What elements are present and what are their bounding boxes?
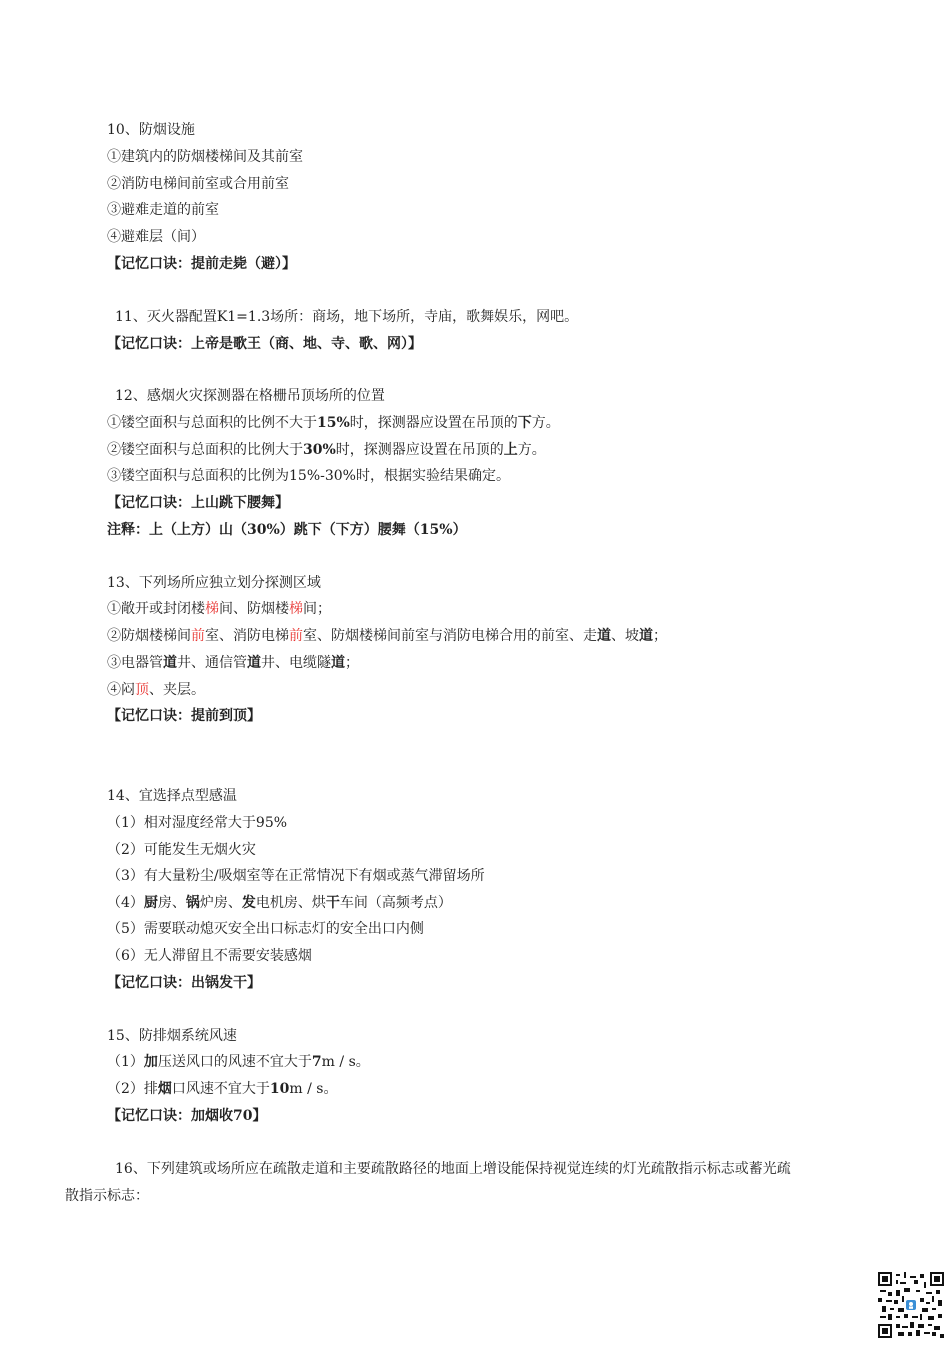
- s14-item-4-d: 锅: [185, 895, 200, 911]
- s13-item-3-e: 井、电缆隧: [261, 655, 331, 671]
- s15-item-1-b: 加: [143, 1054, 158, 1070]
- s14-item-4-c: 房、: [157, 895, 186, 911]
- s13-item-2-c: 室、消防电梯: [205, 628, 289, 644]
- s14-item-4-i: 车间（高频考点）: [339, 895, 452, 911]
- s16-line-1: 16、下列建筑或场所应在疏散走道和主要疏散路径的地面上增设能保持视觉连续的灯光疏散指示标志或蓄光疏: [115, 1161, 791, 1177]
- s12-title: 12、感烟火灾探测器在格栅吊顶场所的位置: [115, 388, 385, 404]
- s12-item-1-a: ①镂空面积与总面积的比例不大于: [107, 415, 317, 431]
- s15-memo: 【记忆口诀：加烟收70】: [107, 1108, 267, 1124]
- s14-item-4-a: （4）: [107, 895, 144, 911]
- s15-item-1-d: 7: [311, 1054, 322, 1070]
- s14-item-4-b: 厨: [143, 895, 158, 911]
- s14-memo: 【记忆口诀：出锅发干】: [107, 975, 261, 991]
- s14-item-4-g: 电机房、烘: [255, 895, 326, 911]
- s15-item-1: [107, 1052, 370, 1072]
- s13-memo: 【记忆口诀：提前到顶】: [107, 708, 261, 724]
- s12-item-1-b: 15%: [317, 415, 350, 431]
- s15-item-2-e: m / s。: [289, 1081, 338, 1097]
- s12-item-1: [107, 413, 560, 433]
- s10-item-4: ④避难层（间）: [107, 229, 205, 245]
- s10-item-2: ②消防电梯间前室或合用前室: [107, 176, 289, 192]
- s12-item-3: ③镂空面积与总面积的比例为15%-30%时，根据实验结果确定。: [107, 468, 510, 484]
- s10-item-1: ①建筑内的防烟楼梯间及其前室: [107, 149, 303, 165]
- s15-item-1-c: 压送风口的风速不宜大于: [157, 1054, 312, 1070]
- s13-item-2-i: ；: [653, 628, 667, 644]
- s13-item-2-a: ②防烟楼梯间: [107, 628, 191, 644]
- s12-item-2-c: 时，探测器应设置在吊顶的: [335, 442, 504, 458]
- s16-line-2: 散指示标志：: [65, 1188, 149, 1204]
- s12-item-1-e: 方。: [531, 415, 560, 431]
- s12-note: 注释：上（上方）山（30%）跳下（下方）腰舞（15%）: [107, 522, 467, 538]
- s12-item-2: [107, 440, 546, 460]
- s14-item-2: （2）可能发生无烟火灾: [107, 842, 256, 858]
- s11-memo: 【记忆口诀：上帝是歌王（商、地、寺、歌、网）】: [107, 336, 422, 352]
- s13-item-3-f: 道: [331, 655, 345, 671]
- s13-item-2-e: 室、防烟楼梯间前室与消防电梯合用的前室、走: [303, 628, 597, 644]
- s13-item-1: [107, 599, 331, 619]
- s13-item-2-d: 前: [289, 628, 303, 644]
- s13-item-3-c: 井、通信管: [177, 655, 247, 671]
- s13-item-4-b: 顶: [135, 682, 149, 698]
- s13-item-2-g: 、坡: [611, 628, 639, 644]
- s13-item-4: [107, 680, 205, 700]
- s14-item-4-f: 发: [241, 895, 256, 911]
- s13-item-3-d: 道: [247, 655, 261, 671]
- s15-item-2-b: 烟: [157, 1081, 172, 1097]
- s10-memo: 【记忆口诀：提前走毙（避）】: [107, 256, 296, 272]
- s12-item-2-d: 上: [503, 442, 518, 458]
- s13-item-4-a: ④闷: [107, 682, 135, 698]
- s14-item-4: [107, 893, 452, 913]
- s13-item-3-a: ③电器管: [107, 655, 163, 671]
- s12-item-2-e: 方。: [517, 442, 546, 458]
- s13-item-2: [107, 626, 667, 646]
- s14-item-6: （6）无人滞留且不需要安装感烟: [107, 948, 312, 964]
- s12-memo: 【记忆口诀：上山跳下腰舞】: [107, 495, 289, 511]
- s12-item-2-b: 30%: [303, 442, 336, 458]
- s10-item-3: ③避难走道的前室: [107, 202, 219, 218]
- s13-item-4-c: 、夹层。: [149, 682, 205, 698]
- s12-item-1-d: 下: [517, 415, 532, 431]
- s13-title: 13、下列场所应独立划分探测区域: [107, 575, 321, 591]
- s13-item-2-b: 前: [191, 628, 205, 644]
- s13-item-1-e: 间；: [303, 601, 331, 617]
- s13-item-1-d: 梯: [289, 601, 303, 617]
- s12-item-2-a: ②镂空面积与总面积的比例大于: [107, 442, 303, 458]
- s14-item-4-e: 炉房、: [199, 895, 242, 911]
- s14-item-5: （5）需要联动熄灭安全出口标志灯的安全出口内侧: [107, 921, 424, 937]
- s14-title: 14、宜选择点型感温: [107, 788, 237, 804]
- s15-item-1-e: m / s。: [321, 1054, 370, 1070]
- s14-item-4-h: 干: [325, 895, 340, 911]
- qr-code-icon: [878, 1272, 944, 1338]
- s11-title: 11、灭火器配置K1=1.3场所：商场，地下场所，寺庙，歌舞娱乐，网吧。: [115, 309, 579, 325]
- s15-item-2: [107, 1079, 337, 1099]
- s15-item-1-a: （1）: [107, 1054, 144, 1070]
- s13-item-3-b: 道: [163, 655, 177, 671]
- s13-item-1-a: ①敞开或封闭楼: [107, 601, 205, 617]
- s13-item-2-h: 道: [639, 628, 653, 644]
- s15-title: 15、防排烟系统风速: [107, 1028, 237, 1044]
- s13-item-1-b: 梯: [205, 601, 219, 617]
- s12-item-1-c: 时，探测器应设置在吊顶的: [349, 415, 518, 431]
- s14-item-1: （1）相对湿度经常大于95%: [107, 815, 288, 831]
- s13-item-3: [107, 653, 359, 673]
- s15-item-2-d: 10: [269, 1081, 290, 1097]
- s10-title: 10、防烟设施: [107, 122, 195, 138]
- s13-item-2-f: 道: [597, 628, 611, 644]
- s14-item-3: （3）有大量粉尘/吸烟室等在正常情况下有烟或蒸气滞留场所: [107, 868, 485, 884]
- s15-item-2-c: 口风速不宜大于: [171, 1081, 270, 1097]
- s13-item-3-g: ；: [345, 655, 359, 671]
- s15-item-2-a: （2）排: [107, 1081, 158, 1097]
- s13-item-1-c: 间、防烟楼: [219, 601, 289, 617]
